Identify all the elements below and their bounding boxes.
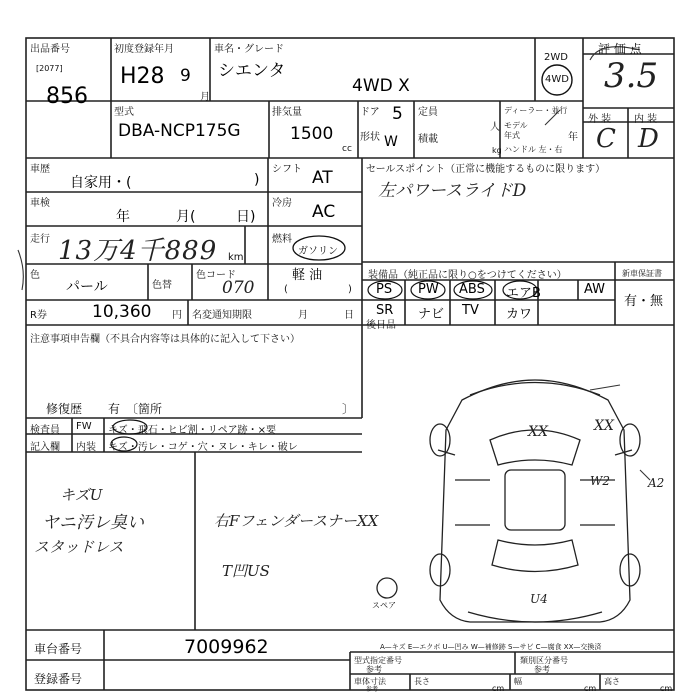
type-cert-sub: 参考 xyxy=(366,665,382,674)
equip-airbag: エアB xyxy=(506,286,541,301)
history-label: 車歴 xyxy=(30,164,50,175)
recycle-unit: 円 xyxy=(172,310,182,321)
repair-label: 修復歴 xyxy=(46,402,83,416)
fuel-label: 燃料 xyxy=(272,234,292,245)
nc-day: 日 xyxy=(344,310,354,321)
ac-label: 冷房 xyxy=(272,198,292,209)
width-label: 幅 xyxy=(514,677,522,686)
hand-note-2: ヤニ汚レ臭い xyxy=(42,513,144,533)
drive-2wd: 2WD xyxy=(544,52,568,63)
shaken-label: 車検 xyxy=(30,198,50,209)
fuel-close: ) xyxy=(348,284,352,295)
model-year-label: モデル xyxy=(504,121,528,130)
equipment-label: 装備品（純正品に限り○をつけてください） xyxy=(368,270,567,281)
type-cert-label: 型式指定番号 xyxy=(354,656,402,665)
shaken-day: 日) xyxy=(236,209,256,225)
equip-abs: ABS xyxy=(459,282,485,297)
hand-note-right: 右FフェンダースナーXX xyxy=(214,512,379,530)
inspector-label-top: 検査員 xyxy=(30,425,60,436)
interior-head: 内装 xyxy=(76,442,96,453)
interior-grade: D xyxy=(638,124,659,154)
model-code: DBA-NCP175G xyxy=(118,121,241,141)
km-unit: km xyxy=(228,252,244,263)
lot-sub: [2077] xyxy=(36,64,63,73)
diagram-mark-xx-right: XX xyxy=(594,418,614,434)
diagram-mark-xx-front: XX xyxy=(528,424,548,440)
class-label: 類別区分番号 xyxy=(520,656,568,665)
diagram-mark-u4: U4 xyxy=(530,592,548,606)
shaken-year: 年 xyxy=(116,209,130,225)
car-name: シエンタ xyxy=(218,61,286,81)
spare-label: スペア xyxy=(372,601,396,610)
dims-label: 車体寸法 xyxy=(354,677,386,686)
drive-4wd: 4WD xyxy=(545,74,569,85)
warranty-label: 新車保証書 xyxy=(622,269,662,278)
fw-row: キズ・飛石・ヒビ割・リペア跡・×要 xyxy=(108,425,276,436)
equip-leather: カワ xyxy=(506,307,533,322)
class-sub: 参考 xyxy=(534,665,550,674)
ac: AC xyxy=(312,202,336,222)
shape: W xyxy=(384,134,398,150)
grade: 4WD X xyxy=(352,76,410,96)
color-code: 070 xyxy=(222,278,255,298)
lot-label: 出品番号 xyxy=(30,44,70,55)
load-label: 積載 xyxy=(418,134,438,145)
equip-ps: PS xyxy=(376,282,393,297)
capacity-label: 定員 xyxy=(418,107,438,118)
shaken-month: 月( xyxy=(176,209,196,225)
warranty-value: 有・無 xyxy=(624,294,664,309)
hand-note-1: キズU xyxy=(60,486,103,504)
doors-label: ドア xyxy=(360,107,380,118)
length-label: 長さ xyxy=(414,677,430,686)
interior-row: キズ・汚レ・コゲ・穴・ヌレ・キレ・破レ xyxy=(108,442,298,453)
nc-month: 月 xyxy=(298,310,308,321)
hand-note-3: スタッドレス xyxy=(34,538,124,556)
history-value: 自家用・( xyxy=(70,175,132,191)
mileage: 13万4千889 xyxy=(58,236,218,266)
sales-point-label: セールスポイント（正常に機能するものに限ります） xyxy=(366,164,606,175)
equip-navi: ナビ xyxy=(418,307,445,322)
color-code-label: 色コード xyxy=(196,270,236,281)
exterior-grade: C xyxy=(596,124,616,154)
shift-label: シフト xyxy=(272,164,302,175)
displacement-label: 排気量 xyxy=(272,107,302,118)
sales-point-note: 左パワースライドD xyxy=(378,181,527,201)
equip-tv: TV xyxy=(462,303,479,318)
score-label: 評 価 点 xyxy=(598,42,642,56)
chassis-number: 7009962 xyxy=(184,636,269,658)
model-label: 型式 xyxy=(114,107,134,118)
color-change-label: 色替 xyxy=(152,280,172,291)
diagram-mark-a2: A2 xyxy=(648,476,665,490)
repair-bracket: 〔箇所 xyxy=(126,402,163,416)
length-cm: cm xyxy=(492,684,505,693)
notes-label: 注意事項申告欄（不具合内容等は具体的に記入して下さい） xyxy=(30,334,300,345)
interior-label: 内 装 xyxy=(634,114,658,125)
fuel-open: ( xyxy=(284,284,288,295)
diagram-legend: A—キズ E—エクボ U—凹み W—補修跡 S—サビ C—腐食 XX—交換済 xyxy=(380,643,602,651)
dealer-label: ディーラー・並行 xyxy=(504,106,568,115)
cc-unit: cc xyxy=(342,144,352,154)
height-cm: cm xyxy=(660,684,673,693)
year-suffix: 年 xyxy=(568,132,578,143)
recycle: 10,360 xyxy=(92,302,152,322)
recycle-label: R券 xyxy=(30,310,47,321)
lot-number: 856 xyxy=(46,84,88,109)
load-unit: kg xyxy=(492,146,502,155)
hand-note-right2: T凹US xyxy=(222,562,270,580)
car-diagram xyxy=(377,380,640,622)
reg-month: 9 xyxy=(180,66,191,86)
exterior-label: 外 装 xyxy=(588,114,612,125)
era-year: H28 xyxy=(120,64,165,89)
color-label: 色 xyxy=(30,270,40,281)
reg-label: 登録番号 xyxy=(34,672,83,686)
month-suffix: 月 xyxy=(200,92,210,103)
inspector-label-bottom: 記入欄 xyxy=(30,442,60,453)
displacement: 1500 xyxy=(290,124,334,144)
equip-sr: SR xyxy=(376,303,394,318)
color: パール xyxy=(66,279,108,295)
repair-close: 〕 xyxy=(342,402,355,416)
equip-pw: PW xyxy=(418,282,439,297)
shift: AT xyxy=(312,168,333,188)
after-label: 後日品 xyxy=(366,320,396,331)
car-name-label: 車名・グレード xyxy=(214,44,284,55)
fw-head: FW xyxy=(76,421,92,432)
history-close: ) xyxy=(254,172,260,188)
name-change-label: 名変通知期限 xyxy=(192,310,252,321)
equip-aw: AW xyxy=(584,282,606,297)
dims-sub: 参考 xyxy=(366,686,379,693)
repair-value: 有 xyxy=(108,402,121,416)
diagram-mark-w2: W2 xyxy=(590,474,610,488)
chassis-label: 車台番号 xyxy=(34,642,83,656)
score: 3.5 xyxy=(604,56,659,96)
width-cm: cm xyxy=(584,684,597,693)
model-year-sub: 年式 xyxy=(504,131,520,140)
first-reg-label: 初度登録年月 xyxy=(114,44,174,55)
fuel-gas: ガソリン xyxy=(298,246,338,257)
mileage-label: 走行 xyxy=(30,234,50,245)
handle-label: ハンドル 左・右 xyxy=(504,145,563,154)
capacity-unit: 人 xyxy=(490,122,500,133)
height-label: 高さ xyxy=(604,677,620,686)
fuel-diesel: 軽 油 xyxy=(292,268,323,283)
doors: 5 xyxy=(392,104,403,124)
shape-label: 形状 xyxy=(360,132,380,143)
